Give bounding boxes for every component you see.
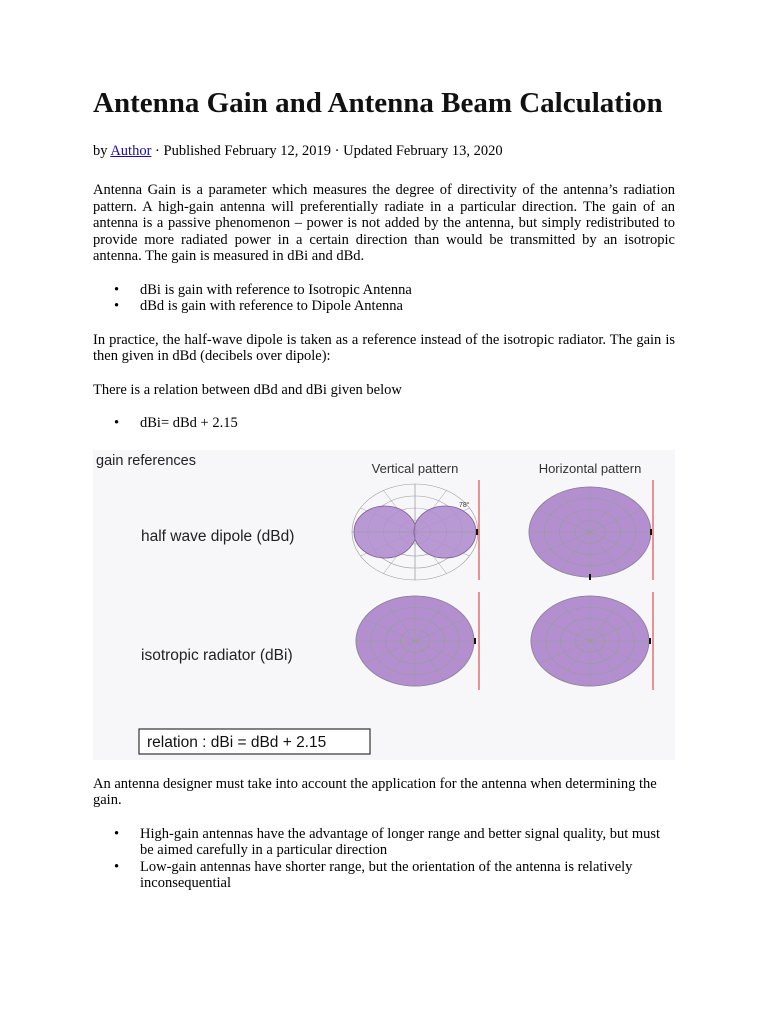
article-title: Antenna Gain and Antenna Beam Calculation [93,87,663,119]
edge-marker [650,529,652,535]
byline-dates: · Published February 12, 2019 · Updated February 13, 2020 [151,143,503,159]
edge-marker [589,574,591,580]
horizontal-pattern-label: Horizontal pattern [538,460,642,476]
byline-by: by [93,143,111,159]
list-item: • dBi= dBd + 2.15 [140,415,675,432]
vertical-pattern-label: Vertical pattern [371,460,459,476]
relation-list [93,415,675,432]
byline [93,142,675,160]
isotropic-horizontal-pattern [531,592,653,690]
gain-references-figure [93,450,675,760]
practice-paragraph: In practice, the half-wave dipole is taken as a reference instead of the isotropic radiator. The gain is then given in dBd (decibels over dipole): [93,331,675,364]
list-item: • Low-gain antennas have shorter range, but the orientation of the antenna is relatively inconsequential [140,859,675,892]
list-item: • dBi is gain with reference to Isotropic Antenna [140,282,675,299]
gain-list [93,826,675,892]
relation-intro-paragraph: There is a relation between dBd and dBi given below [93,381,402,398]
designer-paragraph: An antenna designer must take into account the application for the antenna when determining the gain. [93,775,657,808]
author-link[interactable]: Author [110,143,152,159]
dipole-row-label: half wave dipole (dBd) [141,527,295,545]
relation-box-text: relation : dBi = dBd + 2.15 [147,733,327,751]
isotropic-vertical-pattern [356,592,479,690]
units-list [93,282,675,315]
angle-label: 78° [459,501,470,509]
list-item: • High-gain antennas have the advantage of longer range and better signal quality, but must be aimed carefully in a particular direction [140,826,675,859]
gain-references-diagram [93,450,675,760]
figure-heading: gain references [96,452,196,469]
article [93,86,675,892]
edge-marker [474,638,476,644]
dipole-vertical-pattern [352,480,479,580]
intro-paragraph: Antenna Gain is a parameter which measures the degree of directivity of the antenna’s radiation pattern. A high-gain antenna will preferentially radiate in a particular direction. The gain of an antenna is a passive phenomenon – power is not added by the antenna, but simply redistributed to provide more radiated power in a certain direction than would be transmitted by an isotropic antenna. The gain is measured in dBi and dBd. [93,182,675,264]
edge-marker [649,638,651,644]
dipole-horizontal-pattern [529,480,653,580]
edge-marker [476,529,478,535]
list-item: • dBd is gain with reference to Dipole Antenna [140,298,675,315]
isotropic-row-label: isotropic radiator (dBi) [141,646,293,664]
